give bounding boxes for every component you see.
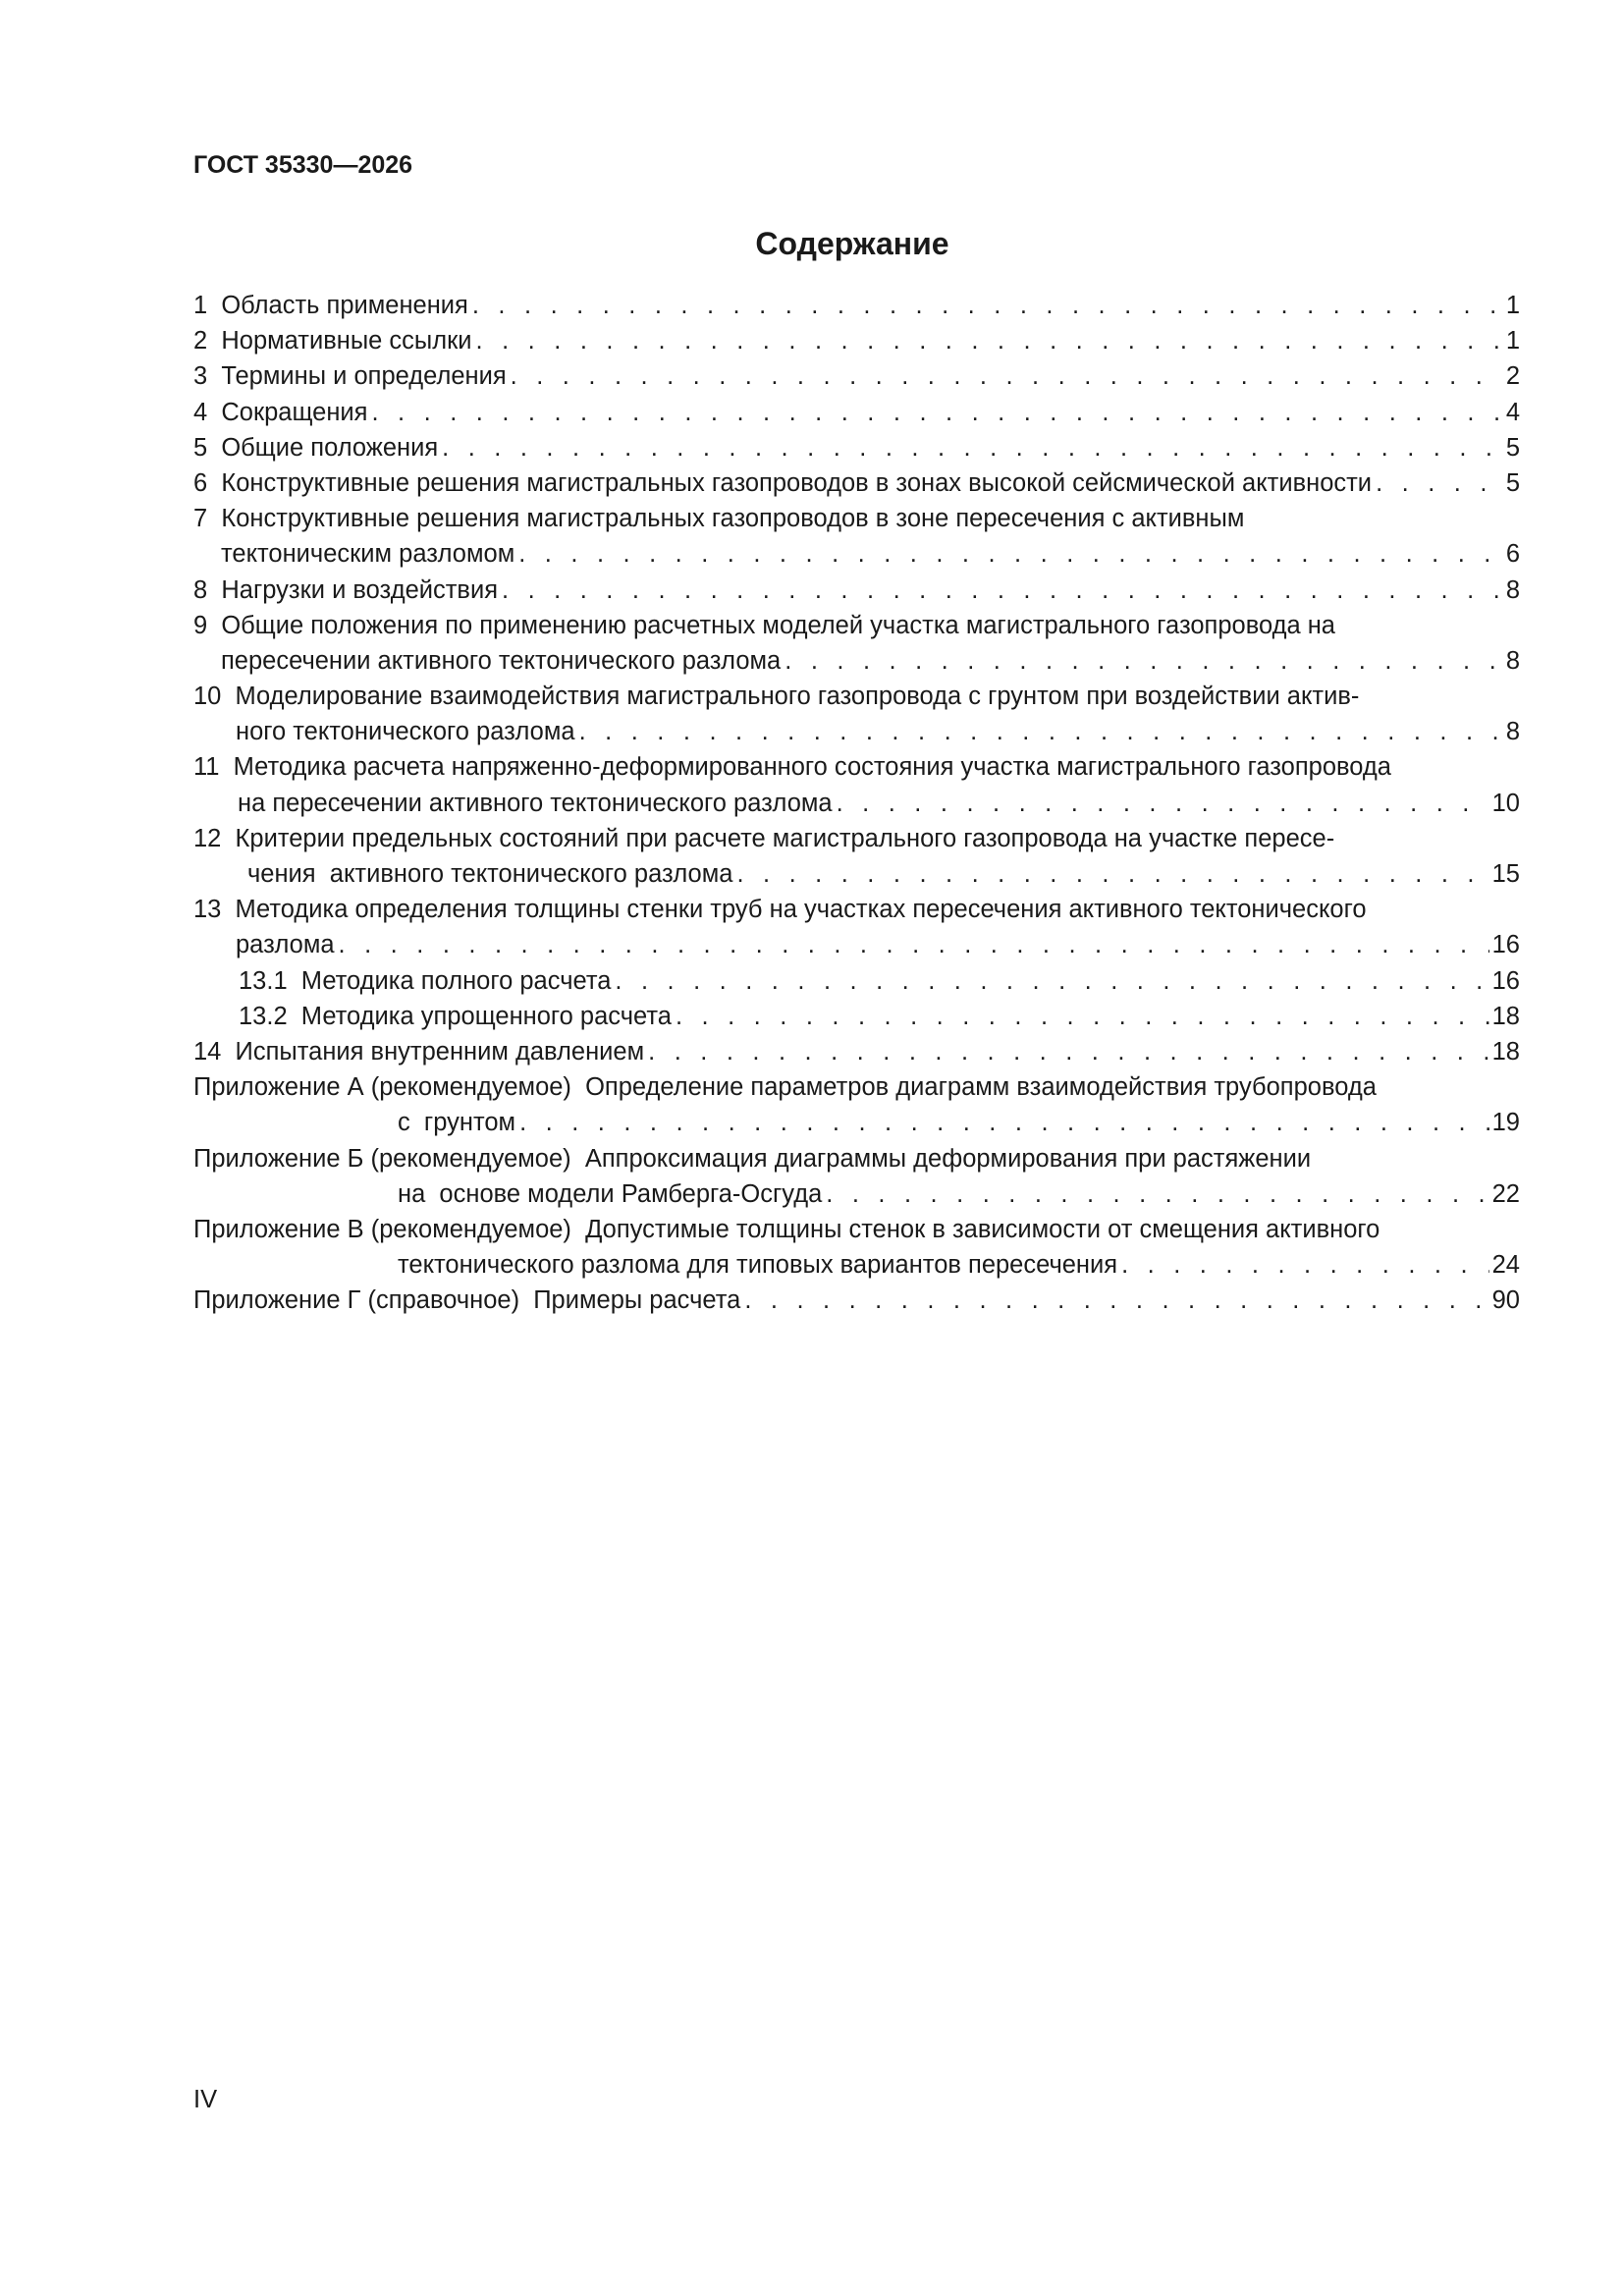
toc-page-number: 16 (1491, 966, 1520, 995)
toc-entry-7-line-2[interactable] (193, 536, 1520, 572)
toc-entry-label: с грунтом (398, 1109, 516, 1137)
toc-entry-2[interactable] (193, 323, 1520, 358)
toc-entry-9-line-1[interactable] (193, 608, 1520, 643)
toc-entry-label: 5 Общие положения (193, 433, 439, 462)
toc-page-number: 8 (1505, 646, 1520, 675)
toc-entry-label: 12 Критерии предельных состояний при расчете магистрального газопровода на участке пересе- (193, 824, 1335, 852)
toc-page-number: 2 (1505, 362, 1520, 391)
toc-entry-13-line-1[interactable] (193, 892, 1520, 927)
toc-entry-label: 4 Сокращения (193, 398, 368, 426)
toc-page-number: 19 (1491, 1109, 1520, 1137)
toc-entry-label: 9 Общие положения по применению расчетных моделей участка магистрального газопровода на (193, 611, 1335, 639)
document-code: ГОСТ 35330—2026 (193, 151, 413, 179)
dot-leader (472, 288, 1503, 323)
toc-entry-label: 7 Конструктивные решения магистральных газопроводов в зоне пересечения с активным (193, 505, 1245, 533)
toc-entry-label: 13.2 Методика упрощенного расчета (239, 1002, 672, 1030)
toc-page-number: 15 (1491, 860, 1520, 888)
toc-page-number: 24 (1491, 1251, 1520, 1280)
dot-leader (784, 643, 1503, 679)
toc-entry-label: на основе модели Рамберга-Осгуда (398, 1179, 823, 1208)
toc-entry-label: 3 Термины и определения (193, 362, 507, 391)
toc-entry-label: 2 Нормативные ссылки (193, 327, 472, 355)
toc-entry-9-line-2[interactable] (193, 643, 1520, 679)
toc-page-number: 22 (1491, 1179, 1520, 1208)
toc-page-number: 18 (1491, 1037, 1520, 1066)
dot-leader (676, 999, 1489, 1034)
toc-page-number: 16 (1491, 931, 1520, 959)
toc-entry-10-line-1[interactable] (193, 679, 1520, 714)
dot-leader (476, 323, 1503, 358)
toc-annex-a-line-2[interactable] (193, 1105, 1520, 1140)
toc-entry-5[interactable] (193, 430, 1520, 465)
toc-entry-label: ного тектонического разлома (236, 718, 575, 746)
dot-leader (371, 395, 1502, 430)
dot-leader (615, 963, 1488, 999)
dot-leader (519, 1105, 1489, 1140)
dot-leader (826, 1176, 1488, 1212)
toc-entry-14[interactable] (193, 1034, 1520, 1069)
dot-leader (744, 1283, 1488, 1318)
toc-entry-label: 1 Область применения (193, 292, 468, 319)
toc-entry-label: на пересечении активного тектонического разлома (238, 789, 833, 817)
dot-leader (579, 714, 1503, 749)
dot-leader (442, 430, 1503, 465)
toc-page-number: 6 (1505, 540, 1520, 569)
toc-entry-label: 13.1 Методика полного расчета (239, 966, 612, 995)
dot-leader (1121, 1247, 1489, 1283)
dot-leader (502, 573, 1503, 608)
toc-entry-3[interactable] (193, 358, 1520, 394)
toc-page-number: 5 (1505, 468, 1520, 497)
toc-entry-6[interactable] (193, 465, 1520, 501)
toc-page-number: 8 (1505, 575, 1520, 604)
toc-page-number: 90 (1491, 1286, 1520, 1315)
toc-annex-b-line-1[interactable] (193, 1141, 1520, 1176)
toc-entry-label: Приложение А (рекомендуемое) Определение параметров диаграмм взаимодействия трубопровода (193, 1073, 1377, 1102)
toc-page-number: 5 (1505, 433, 1520, 462)
toc-entry-11-line-1[interactable] (193, 749, 1520, 785)
toc-entry-label: разлома (236, 931, 335, 959)
dot-leader (339, 927, 1489, 962)
toc-entry-label: тектонического разлома для типовых вариантов пересечения (398, 1251, 1118, 1280)
toc-page-number: 18 (1491, 1002, 1520, 1030)
toc-entry-label: Приложение Б (рекомендуемое) Аппроксимация диаграммы деформирования при растяжении (193, 1144, 1312, 1173)
toc-entry-13-1[interactable] (193, 963, 1520, 999)
toc-entry-label: пересечении активного тектонического разлома (221, 646, 782, 675)
dot-leader (1376, 465, 1503, 501)
page-number: IV (193, 2086, 218, 2113)
toc-page-number: 1 (1505, 327, 1520, 355)
toc-entry-label: 11 Методика расчета напряженно-деформированного состояния участка магистрального газопровода (193, 753, 1391, 782)
toc-entry-1[interactable] (193, 288, 1520, 323)
toc-annex-v-line-2[interactable] (193, 1247, 1520, 1283)
toc-entry-7-line-1[interactable] (193, 501, 1520, 536)
toc-page-number: 1 (1505, 292, 1520, 319)
toc-entry-label: 14 Испытания внутренним давлением (193, 1037, 645, 1066)
toc-annex-v-line-1[interactable] (193, 1212, 1520, 1247)
toc-entry-4[interactable] (193, 395, 1520, 430)
toc-entry-label: Приложение Г (справочное) Примеры расчета (193, 1286, 741, 1315)
toc-annex-a-line-1[interactable] (193, 1069, 1520, 1105)
toc-entry-13-2[interactable] (193, 999, 1520, 1034)
toc-entry-label: Приложение В (рекомендуемое) Допустимые толщины стенок в зависимости от смещения активного (193, 1215, 1380, 1243)
toc-title: Содержание (755, 226, 949, 261)
toc-entry-13-line-2[interactable] (193, 927, 1520, 962)
toc-entry-12-line-2[interactable] (193, 856, 1520, 892)
dot-leader (648, 1034, 1489, 1069)
toc-page-number: 4 (1505, 398, 1520, 426)
toc-entry-10-line-2[interactable] (193, 714, 1520, 749)
dot-leader (736, 856, 1488, 892)
toc-entry-8[interactable] (193, 573, 1520, 608)
toc-entry-label: тектоническим разломом (221, 540, 515, 569)
dot-leader (837, 786, 1489, 821)
dot-leader (511, 358, 1503, 394)
dot-leader (518, 536, 1503, 572)
toc-entry-label: 6 Конструктивные решения магистральных газопроводов в зонах высокой сейсмической активности (193, 468, 1373, 497)
toc-entry-label: 8 Нагрузки и воздействия (193, 575, 499, 604)
toc-entry-label: чения активного тектонического разлома (247, 860, 733, 888)
toc-annex-b-line-2[interactable] (193, 1176, 1520, 1212)
toc-entry-12-line-1[interactable] (193, 821, 1520, 856)
toc-page-number: 8 (1505, 718, 1520, 746)
toc-entry-label: 10 Моделирование взаимодействия магистрального газопровода с грунтом при воздействии актив- (193, 683, 1360, 711)
toc-entry-11-line-2[interactable] (193, 786, 1520, 821)
toc-annex-g[interactable] (193, 1283, 1520, 1318)
table-of-contents (193, 288, 1520, 1318)
toc-page-number: 10 (1491, 789, 1520, 817)
toc-entry-label: 13 Методика определения толщины стенки труб на участках пересечения активного тектонического (193, 896, 1367, 924)
